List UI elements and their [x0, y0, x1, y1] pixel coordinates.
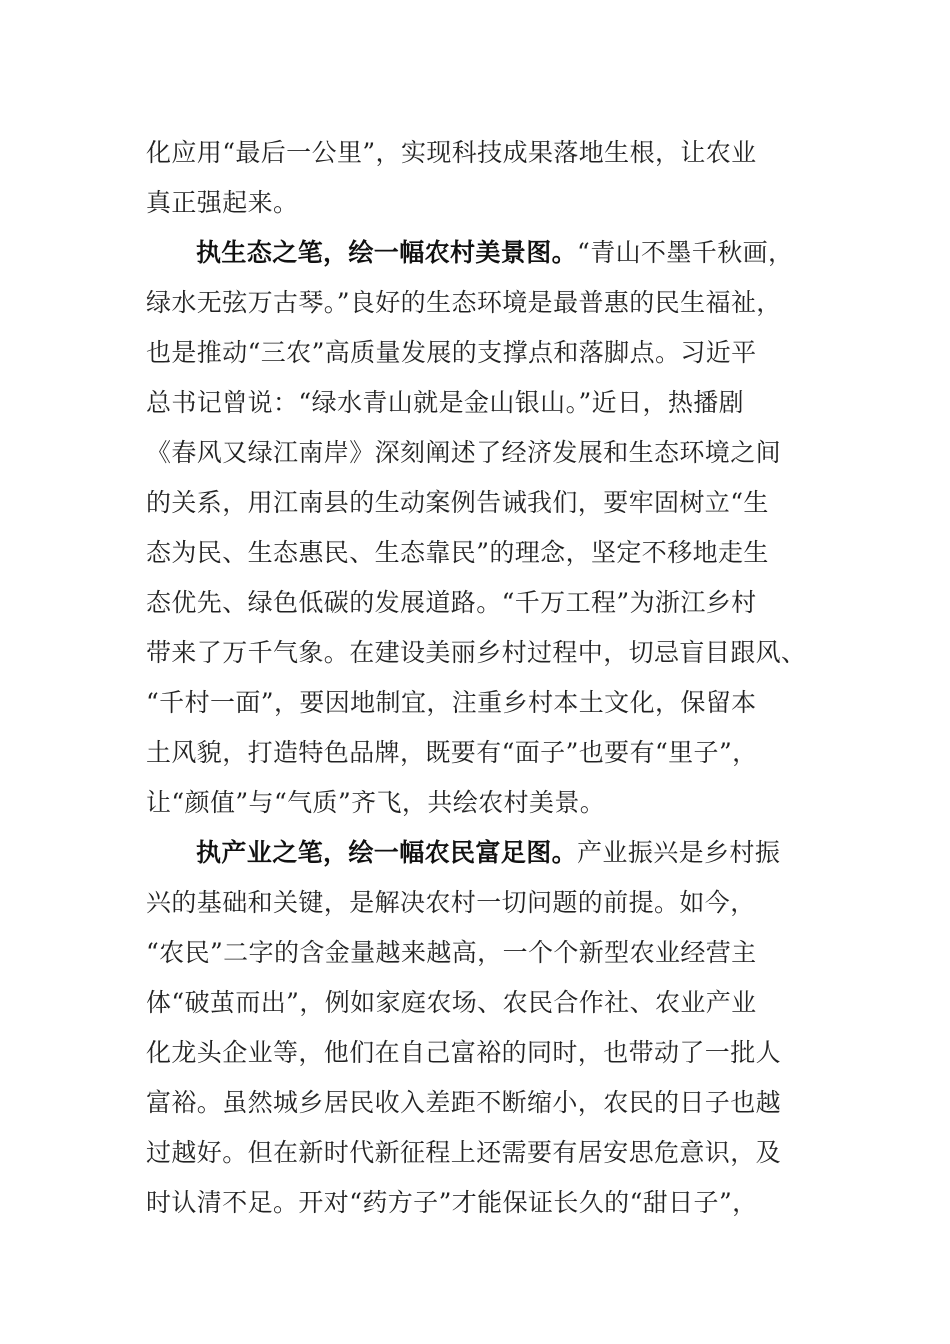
paragraph — [146, 128, 806, 228]
text-line — [146, 828, 806, 878]
paragraph-text: 产业振兴是乡村振 — [577, 838, 781, 867]
paragraph-text: “青山不墨千秋画， — [577, 238, 794, 267]
paragraph-heading: 执产业之笔，绘一幅农民富足图。 — [196, 838, 578, 867]
text-line: 化龙头企业等，他们在自己富裕的同时，也带动了一批人 — [146, 1038, 782, 1067]
document-body — [146, 128, 806, 1228]
text-line: 富裕。虽然城乡居民收入差距不断缩小，农民的日子也越 — [146, 1088, 782, 1117]
text-line: 绿水无弦万古琴。”良好的生态环境是最普惠的民生福祉， — [146, 288, 782, 317]
text-line: 过越好。但在新时代新征程上还需要有居安思危意识，及 — [146, 1138, 782, 1167]
text-line: 带来了万千气象。在建设美丽乡村过程中，切忌盲目跟风、 — [146, 638, 807, 667]
paragraph — [146, 828, 806, 1228]
text-line: 态为民、生态惠民、生态靠民”的理念，坚定不移地走生 — [146, 538, 769, 567]
text-line: 《春风又绿江南岸》深刻阐述了经济发展和生态环境之间 — [146, 438, 782, 467]
paragraph — [146, 228, 806, 828]
text-line — [146, 228, 806, 278]
text-line: 态优先、绿色低碳的发展道路。“千万工程”为浙江乡村 — [146, 588, 757, 617]
text-line: “农民”二字的含金量越来越高，一个个新型农业经营主 — [146, 938, 757, 967]
text-line: 真正强起来。 — [146, 188, 299, 217]
text-line: 体“破茧而出”，例如家庭农场、农民合作社、农业产业 — [146, 988, 757, 1017]
text-line: 总书记曾说：“绿水青山就是金山银山。”近日，热播剧 — [146, 388, 745, 417]
text-line: 土风貌，打造特色品牌，既要有“面子”也要有“里子”， — [146, 738, 758, 767]
paragraph-heading: 执生态之笔，绘一幅农村美景图。 — [196, 238, 578, 267]
text-line: 的关系，用江南县的生动案例告诫我们，要牢固树立“生 — [146, 488, 769, 517]
text-line: 也是推动“三农”高质量发展的支撑点和落脚点。习近平 — [146, 338, 757, 367]
text-line: 让“颜值”与“气质”齐飞，共绘农村美景。 — [146, 788, 606, 817]
text-line: 化应用“最后一公里”，实现科技成果落地生根，让农业 — [146, 138, 757, 167]
text-line: 兴的基础和关键，是解决农村一切问题的前提。如今， — [146, 888, 756, 917]
text-line: 时认清不足。开对“药方子”才能保证长久的“甜日子”， — [146, 1188, 758, 1217]
text-line: “千村一面”，要因地制宜，注重乡村本土文化，保留本 — [146, 688, 757, 717]
